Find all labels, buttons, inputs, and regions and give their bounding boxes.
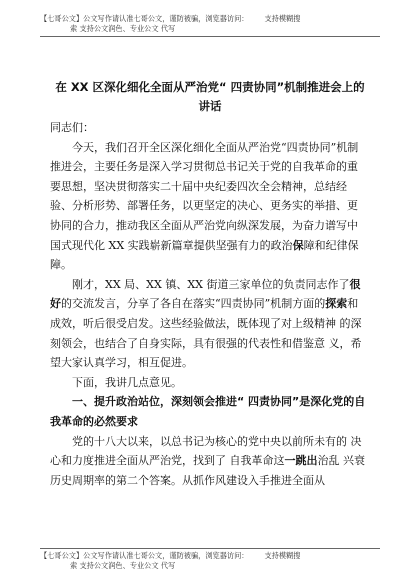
footer-text: 【七哥公文】公文写作请认准七哥公文，谨防被骗，浏览器访问： xyxy=(40,551,249,560)
paragraph xyxy=(50,432,368,491)
section-heading: 一、提升政治站位，深刻领会推进“ 四责协同”是深化党的自我革命的必然要求 xyxy=(50,395,366,428)
document-title: 在 XX 区深化细化全面从严治党“ 四责协同”机制推进会上的讲话 xyxy=(55,80,365,113)
header-text-right: 支持模糊搜 xyxy=(264,14,301,23)
paragraph: 下面，我讲几点意见。 xyxy=(72,375,182,389)
footer-line-2: 索 支持公文润色、专业公文 代写 xyxy=(70,561,176,570)
bold-text: 一跳出 xyxy=(284,454,318,468)
page-footer xyxy=(40,548,380,571)
document-body xyxy=(50,118,368,490)
bold-text: 很好 xyxy=(50,277,361,311)
paragraph-text: 党的十八大以来，以总书记为核心的党中央以前所未有的 决心和力度推进全面从严治党，找到了 自我革命这 xyxy=(50,434,362,468)
paragraph-text: 治乱 兴衰历史周期率的第二个答案。从抓作风建设入手推进全面从 xyxy=(50,454,365,487)
bold-text: 探索 xyxy=(325,297,348,311)
footer-text-right: 支持模糊搜 xyxy=(264,551,301,560)
paragraph-text: 和成效，听后很受启发。这些经验做法，既体现了对上级精神 的深刻领会，也结合了自身实际，具有很强的代表性和借鉴意 义，希望大家认真学习，相互促进。 xyxy=(50,297,362,370)
header-line-1 xyxy=(40,14,380,24)
salutation: 同志们： xyxy=(50,121,94,134)
paragraph xyxy=(50,138,368,275)
footer-line-1 xyxy=(40,551,380,561)
header-text: 【七哥公文】公文写作请认准七哥公文，谨防被骗，浏览器访问： xyxy=(40,14,249,23)
bold-text: 保 xyxy=(292,238,304,252)
paragraph xyxy=(50,275,368,373)
paragraph-text: 今天，我们召开全区深化细化全面从严治党“四责协同”机制推进会，主要任务是深入学习贯彻总书记关于党的自我革命的重要思想，坚决贯彻落实二十届中央纪委四次全会精神，总结经验、分析形势、部署任务，以更坚定的决心、更务实的举措、更协同的合力，推动我区全面从严治党向纵深发展，为奋力谱写中国式现代化 XX 实践崭新篇章提供坚强有力的政治 xyxy=(50,140,359,252)
paragraph-text: 刚才，XX 局、XX 镇、XX 街道三家单位的负责同志作了 xyxy=(72,277,350,291)
header-line-2: 索 支持公文润色、专业公文 代写 xyxy=(70,24,176,33)
paragraph-text: 的交流发言，分享了各自在落实“四责协同”机制方面的 xyxy=(61,297,326,311)
paragraph-text: 障和纪律保障。 xyxy=(50,238,359,272)
page-header xyxy=(40,14,380,37)
